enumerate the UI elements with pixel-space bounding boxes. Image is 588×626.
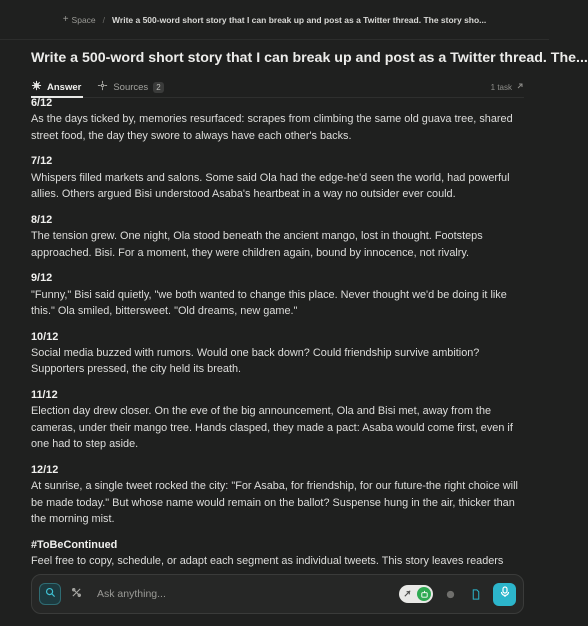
breadcrumb-thread-title[interactable]: Write a 500-word short story that I can break up and post as a Twitter thread. The story sho... xyxy=(112,14,487,25)
plus-icon: + xyxy=(62,13,69,25)
breadcrumb xyxy=(0,0,549,40)
tab-sources-label: Sources xyxy=(113,81,149,93)
composer-tools xyxy=(399,583,516,606)
search-mode-button[interactable] xyxy=(39,583,61,605)
ask-input[interactable] xyxy=(97,588,399,600)
model-icon xyxy=(417,587,431,601)
story-part-number: 7/12 xyxy=(31,155,53,168)
story-part xyxy=(31,329,525,378)
search-icon xyxy=(45,585,56,603)
story-part-number: 11/12 xyxy=(31,389,58,402)
story-part xyxy=(31,387,525,453)
task-count[interactable] xyxy=(491,82,524,92)
mode-toggle xyxy=(39,583,87,605)
story-part-text: Social media buzzed with rumors. Would one back down? Could friendship survive ambition? Supporters pressed, the city held its breath. xyxy=(31,347,480,376)
story-part-number: 8/12 xyxy=(31,213,53,226)
story-part-number: 10/12 xyxy=(31,330,59,343)
sources-count-badge: 2 xyxy=(153,82,163,93)
tab-answer[interactable] xyxy=(31,80,81,94)
story-part-text: Whispers filled markets and salons. Some said Ola had the edge-he'd seen the world, had powerful allies. Others argued Bisi understood Asaba's heartbeat in a way no outsider ever could. xyxy=(31,171,510,201)
task-count-label: 1 task xyxy=(490,82,512,92)
composer xyxy=(31,574,524,614)
microphone-icon xyxy=(500,585,510,603)
story-part-text: The tension grew. One night, Ola stood beneath the ancient mango, lost in thought. Footsteps approached. Bisi. For a moment, they were children again, bound by innocence, not rivalry. xyxy=(31,230,483,259)
research-icon xyxy=(71,585,82,603)
story-part-text: Election day drew closer. On the eve of the big announcement, Ola and Bisi met, away from the cameras, under their mango tree. Hands clasped, they made a pact: Asaba would come first, even if one had to step aside. xyxy=(31,405,513,451)
story-part-text: As the days ticked by, memories resurfaced: scrapes from climbing the same old guava tree, shared street food, the day they swore to always have each other's backs. xyxy=(31,113,513,142)
story-part xyxy=(31,212,525,261)
globe-icon[interactable] xyxy=(441,585,459,603)
answer-content xyxy=(31,99,525,571)
story-part-number: #ToBeContinued xyxy=(31,538,118,551)
story-parts xyxy=(31,95,525,569)
tab-answer-label: Answer xyxy=(47,81,82,93)
thread-title: Write a 500-word short story that I can break up and post as a Twitter thread. The... xyxy=(31,50,588,66)
feather-icon xyxy=(403,585,412,603)
breadcrumb-separator: / xyxy=(102,14,106,25)
story-part-number: 9/12 xyxy=(31,272,53,285)
story-part xyxy=(31,95,525,144)
model-selector[interactable] xyxy=(399,585,433,603)
story-part-text: Feel free to copy, schedule, or adapt each segment as individual tweets. This story leaves readers xyxy=(31,555,504,568)
story-part-text: "Funny," Bisi said quietly, "we both wanted to change this place. Never thought we'd be doing it like this." Ola smiled, bittersweet. "Old dreams, new game." xyxy=(31,288,507,318)
sources-icon xyxy=(97,80,108,94)
attach-file-icon[interactable] xyxy=(467,585,485,603)
story-part xyxy=(31,153,525,202)
story-part-number: 12/12 xyxy=(31,463,59,476)
story-part xyxy=(31,270,525,319)
tab-sources[interactable] xyxy=(97,80,163,94)
story-part xyxy=(31,462,525,528)
research-mode-button[interactable] xyxy=(65,583,87,605)
story-part xyxy=(31,537,525,570)
story-part-number: 6/12 xyxy=(31,97,53,109)
story-part-text: At sunrise, a single tweet rocked the city: "For Asaba, for friendship, for our future-the right choice will be made today." But whose name would remain on the ballot? Suspense hung in the air, thicker than the morning mist. xyxy=(31,480,518,526)
space-link[interactable] xyxy=(63,15,96,25)
answer-icon xyxy=(31,80,42,94)
voice-button[interactable] xyxy=(493,583,516,606)
arrow-up-right-icon xyxy=(516,82,524,92)
space-label: Space xyxy=(71,14,96,25)
